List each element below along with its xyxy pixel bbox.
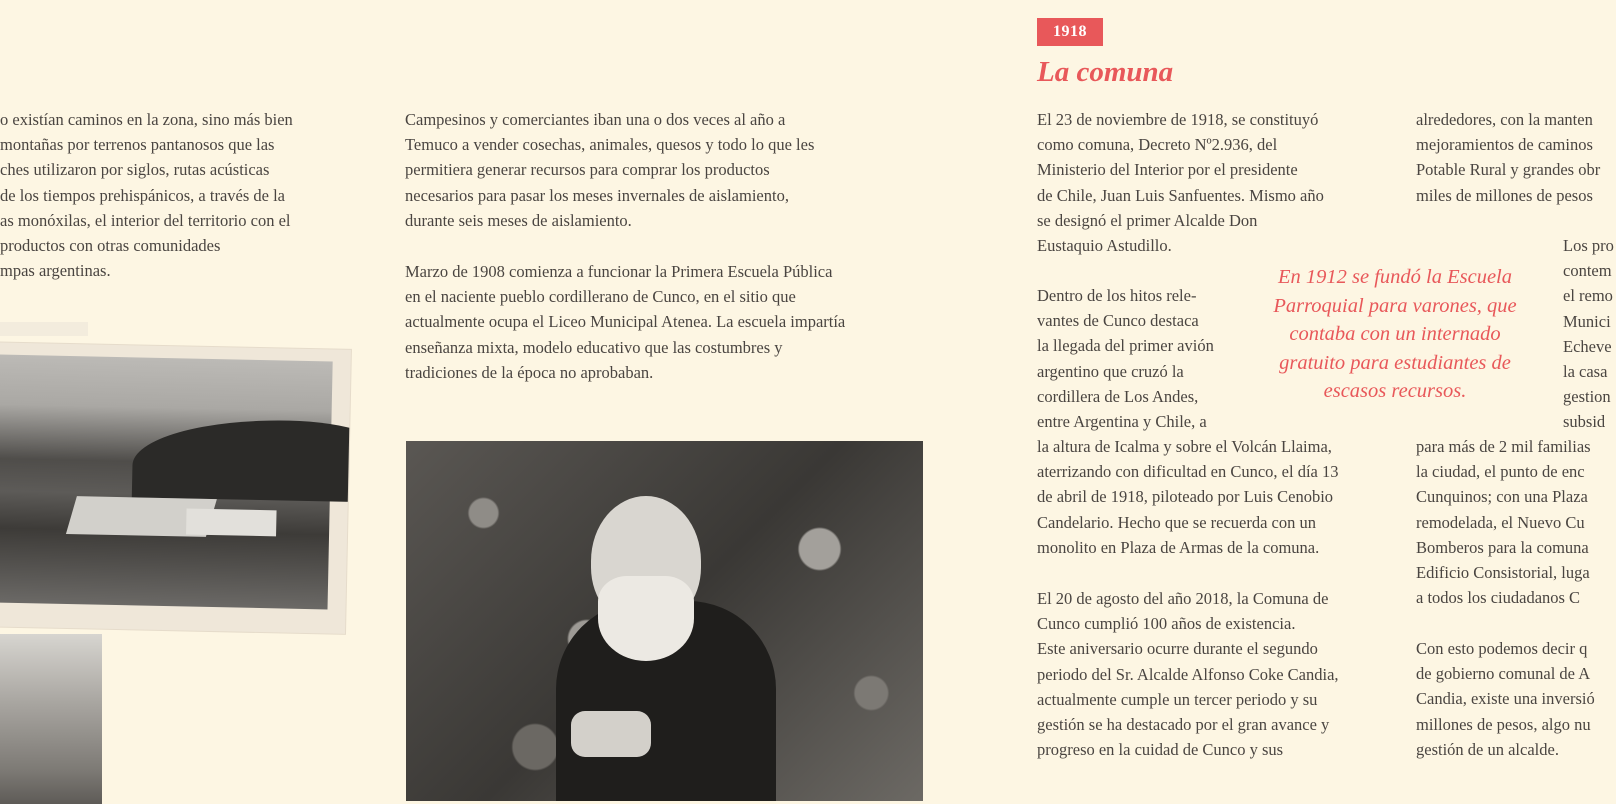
- text-line: Marzo de 1908 comienza a funcionar la Primera Escuela Pública: [405, 262, 833, 281]
- text-line: entre Argentina y Chile, a: [1037, 412, 1207, 432]
- text-line: Edificio Consistorial, luga: [1416, 563, 1590, 583]
- text-line: remodelada, el Nuevo Cu: [1416, 512, 1585, 532]
- lake-boat-photo: [0, 342, 351, 634]
- text-line: Candelario. Hecho que se recuerda con un: [1037, 512, 1317, 532]
- text-line: mpas argentinas.: [0, 261, 111, 281]
- text-line: de abril de 1918, piloteado por Luis Cenobio: [1037, 487, 1334, 507]
- text-line: Cunquinos; con una Plaza: [1416, 487, 1588, 507]
- far-right-column-paragraph-1: [1416, 107, 1616, 208]
- text-line: necesarios para pasar los meses invernales de aislamiento,: [405, 185, 789, 205]
- pull-quote-line: gratuito para estudiantes de: [1279, 351, 1511, 374]
- text-line: cordillera de Los Andes,: [1037, 386, 1199, 406]
- monk-portrait-photo: [406, 441, 923, 801]
- text-line: la ciudad, el punto de enc: [1416, 462, 1585, 482]
- text-line: de los tiempos prehispánicos, a través de la: [0, 185, 286, 205]
- text-line: El 23 de noviembre de 1918, se constituyó: [1037, 110, 1319, 129]
- text-line: Eustaquio Astudillo.: [1037, 236, 1172, 256]
- text-line: actualmente cumple un tercer periodo y su: [1037, 689, 1318, 709]
- text-line: de Chile, Juan Luis Sanfuentes. Mismo año: [1037, 185, 1324, 205]
- text-line: o existían caminos en la zona, sino más bien: [0, 110, 293, 129]
- text-line: la altura de Icalma y sobre el Volcán Llaima,: [1037, 437, 1332, 456]
- text-line: millones de pesos, algo nu: [1416, 714, 1591, 734]
- text-line: subsid: [1563, 412, 1606, 432]
- text-line: permitiera generar recursos para comprar los productos: [405, 160, 770, 180]
- text-line: as monóxilas, el interior del territorio con el: [0, 210, 291, 230]
- text-line: mejoramientos de caminos: [1416, 135, 1593, 155]
- text-line: enseñanza mixta, modelo educativo que las costumbres y: [405, 337, 783, 357]
- text-line: como comuna, Decreto Nº2.936, del: [1037, 135, 1278, 155]
- text-line: Munici: [1563, 311, 1611, 331]
- text-line: Este aniversario ocurre durante el segundo: [1037, 639, 1318, 659]
- text-line: Potable Rural y grandes obr: [1416, 160, 1601, 180]
- text-line: productos con otras comunidades: [0, 236, 221, 256]
- text-line: Los pro: [1563, 236, 1614, 255]
- text-line: periodo del Sr. Alcalde Alfonso Coke Candia,: [1037, 664, 1339, 684]
- text-line: El 20 de agosto del año 2018, la Comuna de: [1037, 589, 1329, 608]
- text-line: alrededores, con la manten: [1416, 110, 1593, 129]
- text-line: gestión de un alcalde.: [1416, 739, 1559, 759]
- text-line: argentino que cruzó la: [1037, 361, 1184, 381]
- text-line: tradiciones de la época no aprobaban.: [405, 362, 654, 382]
- text-line: durante seis meses de aislamiento.: [405, 210, 632, 230]
- text-line: a todos los ciudadanos C: [1416, 588, 1581, 608]
- text-line: Con esto podemos decir q: [1416, 639, 1588, 658]
- text-line: el remo: [1563, 286, 1613, 306]
- text-line: Ministerio del Interior por el presidente: [1037, 160, 1298, 180]
- right-column-paragraph-1: [1037, 107, 1324, 258]
- text-line: Campesinos y comerciantes iban una o dos veces al año a: [405, 110, 786, 129]
- text-line: gestion: [1563, 387, 1611, 407]
- left-column-text: [0, 107, 293, 283]
- text-line: ches utilizaron por siglos, rutas acústicas: [0, 160, 270, 180]
- photo-caption-strip: [0, 322, 88, 336]
- pull-quote-line: En 1912 se fundó la Escuela: [1277, 266, 1512, 288]
- text-line: gestión se ha destacado por el gran avance y: [1037, 715, 1330, 735]
- text-line: miles de millones de pesos: [1416, 185, 1593, 205]
- middle-column-paragraph-2: [405, 259, 845, 385]
- pull-quote-line: escasos recursos.: [1323, 380, 1467, 402]
- pull-quote: [1245, 263, 1545, 406]
- text-line: en el naciente pueblo cordillerano de Cunco, en el sitio que: [405, 287, 796, 307]
- pull-quote-line: contaba con un internado: [1289, 323, 1501, 345]
- far-right-column-paragraph-2-narrow: [1563, 233, 1616, 435]
- right-column-paragraph-2-narrow: [1037, 283, 1214, 434]
- text-line: actualmente ocupa el Liceo Municipal Atenea. La escuela impartía: [405, 312, 846, 332]
- text-line: Cunco cumplió 100 años de existencia.: [1037, 614, 1296, 634]
- text-line: Dentro de los hitos rele-: [1037, 286, 1197, 305]
- text-line: Bomberos para la comuna: [1416, 537, 1589, 557]
- right-column-paragraph-3: [1037, 586, 1339, 762]
- text-line: Candia, existe una inversió: [1416, 689, 1595, 709]
- year-badge: 1918: [1037, 18, 1103, 46]
- text-line: se designó el primer Alcalde Don: [1037, 210, 1258, 230]
- text-line: de gobierno comunal de A: [1416, 664, 1591, 684]
- text-line: para más de 2 mil familias: [1416, 437, 1591, 456]
- text-line: la llegada del primer avión: [1037, 336, 1214, 356]
- text-line: Temuco a vender cosechas, animales, quesos y todo lo que les: [405, 135, 815, 155]
- text-line: progreso en la cuidad de Cunco y sus: [1037, 740, 1284, 760]
- text-line: aterrizando con dificultad en Cunco, el día 13: [1037, 462, 1339, 482]
- text-line: la casa: [1563, 362, 1608, 382]
- building-photo: [0, 634, 102, 804]
- right-column-paragraph-2-wide: [1037, 434, 1338, 560]
- text-line: Echeve: [1563, 336, 1612, 356]
- far-right-column-paragraph-2-wide: [1416, 434, 1616, 610]
- text-line: montañas por terrenos pantanosos que las: [0, 135, 275, 155]
- section-title: La comuna: [1037, 56, 1174, 88]
- text-line: monolito en Plaza de Armas de la comuna.: [1037, 537, 1320, 557]
- pull-quote-line: Parroquial para varones, que: [1273, 294, 1517, 317]
- far-right-column-paragraph-3: [1416, 636, 1616, 762]
- middle-column-paragraph-1: [405, 107, 814, 233]
- text-line: contem: [1563, 261, 1612, 281]
- text-line: vantes de Cunco destaca: [1037, 311, 1199, 331]
